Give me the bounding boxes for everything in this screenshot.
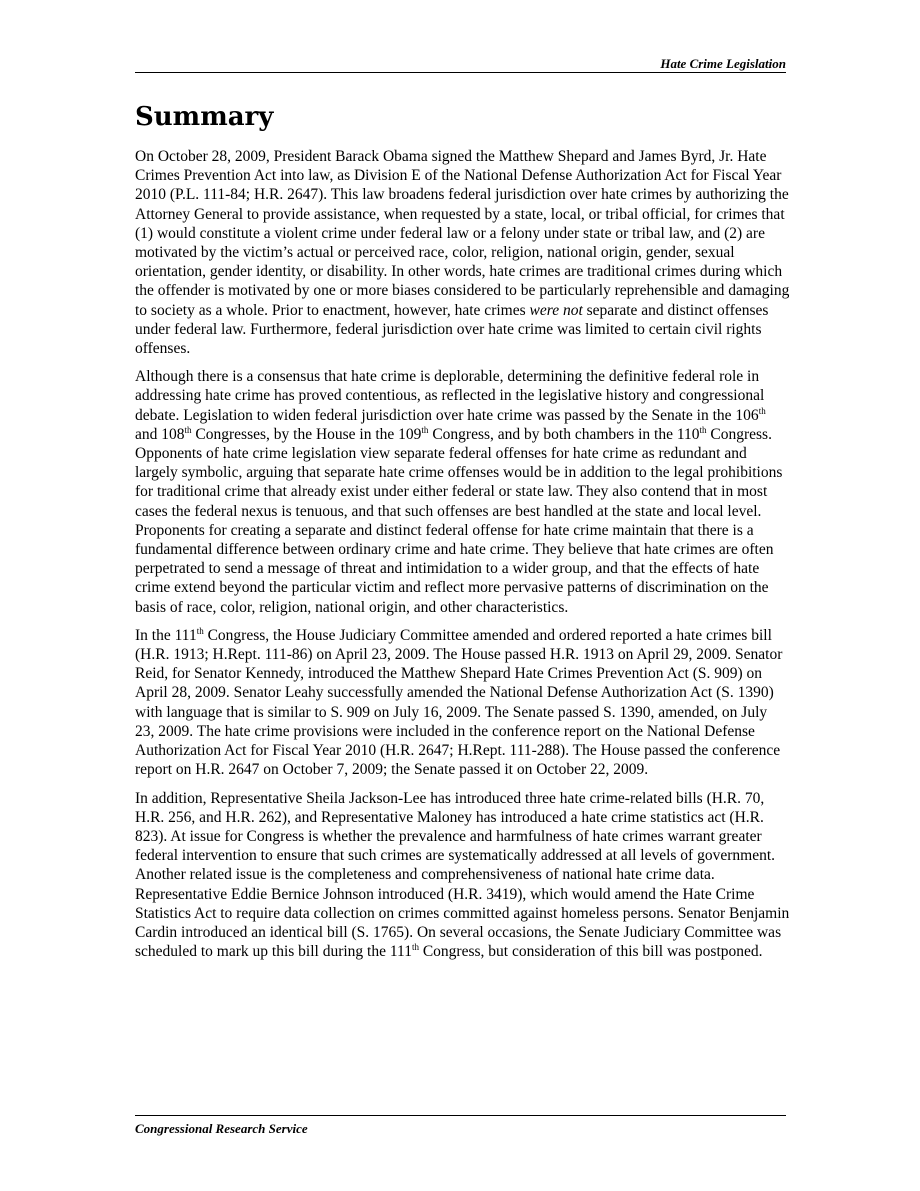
paragraph-text: Congress, but consideration of this bill was postponed. — [418, 943, 763, 961]
summary-paragraph-3 — [135, 626, 790, 780]
section-heading: Summary — [135, 102, 274, 132]
ordinal-suffix: th — [184, 424, 192, 435]
running-footer: Congressional Research Service — [135, 1121, 308, 1136]
header-rule — [135, 72, 786, 73]
paragraph-text: and 108 — [135, 425, 185, 443]
ordinal-suffix: th — [758, 405, 766, 416]
running-header-title: Hate Crime Legislation — [660, 56, 786, 71]
paragraph-text: Congress, the House Judiciary Committee amended and ordered reported a hate crimes bill (H.R. 1913; H.Rept. 111-86) on April 23, 2009. The House passed H.R. 1913 on April 29, 2009. Senator Reid, for Senator Kennedy, introduced the Matthew Shepard Hate Crimes Prevention Act (S. 909) on April 28, 2009. Senator Leahy successfully amended the National Defense Authorization Act (S. 1390) with language that is similar to S. 909 on July 16, 2009. The Senate passed S. 1390, amended, on July 23, 2009. The hate crime provisions were included in the conference report on the National Defense Authorization Act for Fiscal Year 2010 (H.R. 2647; H.Rept. 111-288). The House passed the conference report on H.R. 2647 on October 7, 2009; the Senate passed it on October 22, 2009. — [135, 626, 783, 779]
summary-section — [135, 100, 790, 970]
ordinal-suffix: th — [699, 424, 707, 435]
paragraph-text: Congress, and by both chambers in the 110 — [428, 425, 700, 443]
paragraph-text: In addition, Representative Sheila Jackson-Lee has introduced three hate crime-related bills (H.R. 70, H.R. 256, and H.R. 262), and Representative Maloney has introduced a hate crime statistics act (H.R. 823). At issue for Congress is whether the prevalence and harmfulness of hate crimes warrant greater federal intervention to ensure that such crimes are systematically addressed at all levels of government. Another related issue is the completeness and comprehensiveness of national hate crime data. Representative Eddie Bernice Johnson introduced (H.R. 3419), which would amend the Hate Crime Statistics Act to require data collection on crimes committed against homeless persons. Senator Benjamin Cardin introduced an identical bill (S. 1765). On several occasions, the Senate Judiciary Committee was scheduled to mark up this bill during the 111 — [135, 789, 790, 961]
paragraph-text: In the 111 — [135, 626, 197, 644]
paragraph-text: Congress. Opponents of hate crime legislation view separate federal offenses for hate crime as redundant and largely symbolic, arguing that separate hate crime offenses would be in addition to the legal prohibitions for traditional crime that already exist under either federal or state law. They also contend that in most cases the federal nexus is tenuous, and that such offenses are best handled at the state and local level. Proponents for creating a separate and distinct federal offense for hate crime maintain that there is a fundamental difference between ordinary crime and hate crime. They believe that hate crimes are often perpetrated to send a message of threat and intimidation to a wider group, and that the effects of hate crime extend beyond the particular victim and reflect more pervasive patterns of discrimination on the basis of race, color, religion, national origin, and other characteristics. — [135, 425, 783, 616]
summary-paragraph-4 — [135, 789, 790, 962]
paragraph-text: On October 28, 2009, President Barack Obama signed the Matthew Shepard and James Byrd, Jr. Hate Crimes Prevention Act into law, as Division E of the National Defense Authorization Act for Fiscal Year 2010 (P.L. 111-84; H.R. 2647). This law broadens federal jurisdiction over hate crimes by authorizing the Attorney General to provide assistance, when requested by a state, local, or tribal official, for crimes that (1) would constitute a violent crime under federal law or a felony under state or tribal law, and (2) are motivated by the victim’s actual or perceived race, color, religion, national origin, gender, sexual orientation, gender identity, or disability. In other words, hate crimes are traditional crimes during which the offender is motivated by one or more biases considered to be particularly reprehensible and damaging to society as a whole. Prior to enactment, however, hate crimes — [135, 148, 790, 319]
paragraph-text: separate and distinct offenses under federal law. Furthermore, federal jurisdiction over hate crime was limited to certain civil rights offenses. — [135, 301, 769, 358]
summary-paragraph-1 — [135, 147, 790, 358]
emphasis-text: were not — [529, 301, 583, 319]
paragraph-text: Congresses, by the House in the 109 — [191, 425, 422, 443]
ordinal-suffix: th — [411, 941, 419, 952]
summary-paragraph-2 — [135, 367, 790, 617]
footer-rule — [135, 1115, 786, 1116]
ordinal-suffix: th — [421, 424, 429, 435]
ordinal-suffix: th — [196, 625, 204, 636]
paragraph-text: Although there is a consensus that hate crime is deplorable, determining the definitive federal role in addressing hate crime has proved contentious, as reflected in the legislative history and congressional debate. Legislation to widen federal jurisdiction over hate crime was passed by the Senate in the 106 — [135, 368, 765, 424]
